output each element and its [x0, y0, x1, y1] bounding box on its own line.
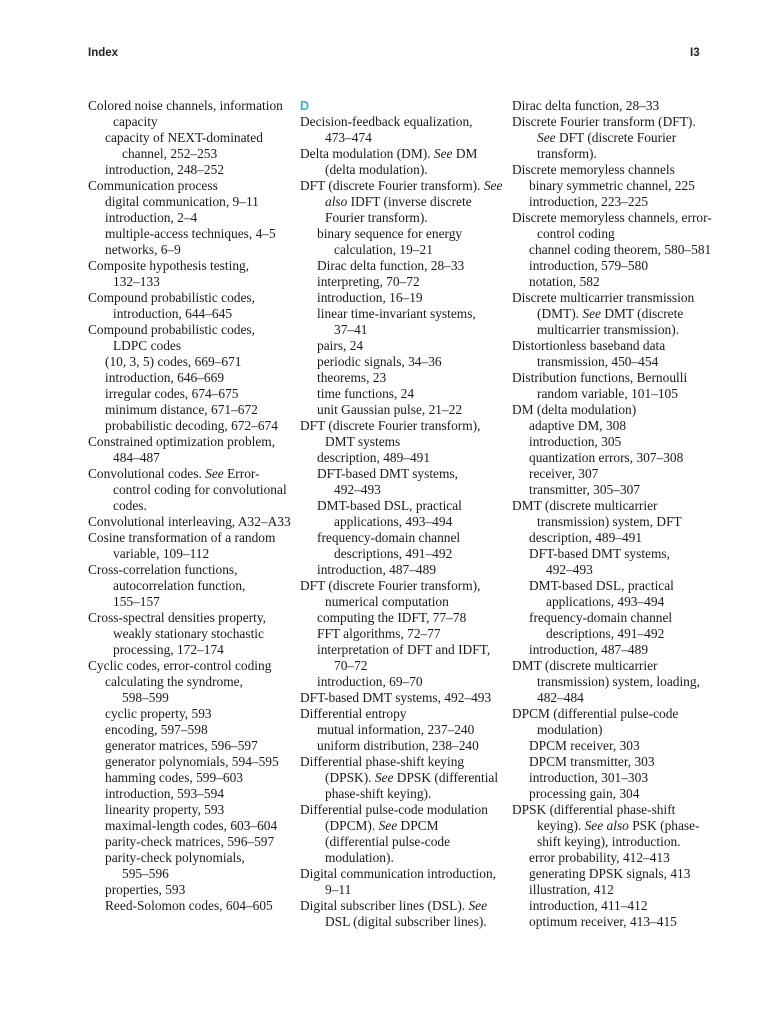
index-subentry: DFT-based DMT systems, — [529, 546, 670, 561]
index-entry-continuation: weakly stationary stochastic — [113, 626, 264, 641]
index-subentry: introduction, 305 — [529, 434, 622, 449]
index-entry-continuation: keying). See also PSK (phase- — [537, 818, 700, 833]
index-entry-continuation: multicarrier transmission). — [537, 322, 680, 337]
cross-reference-label: See — [537, 130, 556, 145]
index-entry-continuation: 132–133 — [113, 274, 160, 289]
index-entry-continuation: (DMT). See DMT (discrete — [537, 306, 684, 321]
index-entry: Digital subscriber lines (DSL). See — [300, 898, 488, 913]
index-subentry: frequency-domain channel — [317, 530, 461, 545]
index-entry-continuation: modulation). — [325, 850, 394, 865]
index-subentry: introduction, 301–303 — [529, 770, 649, 785]
index-entry-continuation: (differential pulse-code — [325, 834, 451, 849]
index-subentry: pairs, 24 — [317, 338, 364, 353]
index-subentry: binary symmetric channel, 225 — [529, 178, 695, 193]
index-subentry: parity-check polynomials, — [105, 850, 245, 865]
index-entry-continuation: transmission) system, DFT — [537, 514, 682, 529]
index-entry-continuation: also IDFT (inverse discrete — [325, 194, 472, 209]
index-subentry: DPCM transmitter, 303 — [529, 754, 655, 769]
index-subentry: optimum receiver, 413–415 — [529, 914, 677, 929]
index-entry: Digital communication introduction, — [300, 866, 496, 881]
index-entry: Differential entropy — [300, 706, 407, 721]
index-entry: Communication process — [88, 178, 218, 193]
index-subentry: transmitter, 305–307 — [529, 482, 641, 497]
index-subentry: DMT-based DSL, practical — [317, 498, 462, 513]
index-entry-continuation: introduction, 644–645 — [113, 306, 233, 321]
index-entry-continuation: modulation) — [537, 722, 603, 737]
index-entry-continuation: descriptions, 491–492 — [334, 546, 453, 561]
index-entry: Convolutional codes. See Error- — [88, 466, 260, 481]
index-entry-continuation: 598–599 — [122, 690, 169, 705]
running-header-title: Index — [88, 47, 119, 59]
index-subentry: time functions, 24 — [317, 386, 415, 401]
index-entry: Cross-spectral densities property, — [88, 610, 267, 625]
index-entry-continuation: 492–493 — [546, 562, 593, 577]
index-subentry: (10, 3, 5) codes, 669–671 — [105, 354, 242, 369]
index-subentry: calculating the syndrome, — [105, 674, 243, 689]
index-subentry: theorems, 23 — [317, 370, 387, 385]
index-subentry: introduction, 411–412 — [529, 898, 648, 913]
index-entry-continuation: 492–493 — [334, 482, 381, 497]
index-entry: Convolutional interleaving, A32–A33 — [88, 514, 291, 529]
index-subentry: hamming codes, 599–603 — [105, 770, 243, 785]
index-entry: Discrete memoryless channels, error- — [512, 210, 712, 225]
index-subentry: introduction, 487–489 — [317, 562, 437, 577]
index-subentry: channel coding theorem, 580–581 — [529, 242, 712, 257]
index-entry-continuation: 155–157 — [113, 594, 160, 609]
index-entry: DMT (discrete multicarrier — [512, 658, 658, 673]
index-subentry: encoding, 597–598 — [105, 722, 208, 737]
index-entry-continuation: transmission) system, loading, — [537, 674, 700, 689]
index-entry-continuation: autocorrelation function, — [113, 578, 246, 593]
index-entry-continuation: (DPSK). See DPSK (differential — [325, 770, 499, 785]
index-entry-continuation: LDPC codes — [113, 338, 182, 353]
cross-reference-label: See — [433, 146, 453, 161]
index-column-3 — [512, 98, 717, 930]
index-entry-continuation: transform). — [537, 146, 597, 161]
index-subentry: networks, 6–9 — [105, 242, 181, 257]
index-entry-continuation: (DPCM). See DPCM — [325, 818, 439, 833]
index-subentry: Reed-Solomon codes, 604–605 — [105, 898, 273, 913]
index-entry-continuation: calculation, 19–21 — [334, 242, 433, 257]
index-entry: Distribution functions, Bernoulli — [512, 370, 688, 385]
index-entry-continuation: applications, 493–494 — [546, 594, 665, 609]
index-subentry: properties, 593 — [105, 882, 186, 897]
index-entry-continuation: See DFT (discrete Fourier — [537, 130, 677, 145]
index-subentry: interpretation of DFT and IDFT, — [317, 642, 491, 657]
index-subentry: maximal-length codes, 603–604 — [105, 818, 278, 833]
index-entry: DFT (discrete Fourier transform), — [300, 578, 481, 593]
index-subentry: multiple-access techniques, 4–5 — [105, 226, 276, 241]
index-entry-continuation: 484–487 — [113, 450, 160, 465]
index-entry: Cross-correlation functions, — [88, 562, 238, 577]
index-subentry: generating DPSK signals, 413 — [529, 866, 691, 881]
index-subentry: processing gain, 304 — [529, 786, 640, 801]
cross-reference-label: See — [468, 898, 488, 913]
index-entry: Composite hypothesis testing, — [88, 258, 250, 273]
index-entry-continuation: processing, 172–174 — [113, 642, 224, 657]
index-entry: DPCM (differential pulse-code — [512, 706, 679, 721]
index-entry-continuation: 70–72 — [334, 658, 368, 673]
index-entry-continuation: DMT systems — [325, 434, 401, 449]
index-column-2 — [300, 98, 505, 930]
index-subentry: linearity property, 593 — [105, 802, 225, 817]
cross-reference-label: See — [582, 306, 601, 321]
index-entry-continuation: control coding — [537, 226, 615, 241]
index-entry-continuation: 473–474 — [325, 130, 372, 145]
index-subentry: uniform distribution, 238–240 — [317, 738, 479, 753]
page-number: I3 — [690, 47, 700, 59]
index-entry-continuation: 595–596 — [122, 866, 169, 881]
cross-reference-label: See — [205, 466, 224, 481]
index-entry: Distortionless baseband data — [512, 338, 666, 353]
index-entry-continuation: channel, 252–253 — [122, 146, 218, 161]
cross-reference-label: See also — [584, 818, 629, 833]
index-entry: Cosine transformation of a random — [88, 530, 276, 545]
index-subentry: DPCM receiver, 303 — [529, 738, 640, 753]
index-subentry: introduction, 16–19 — [317, 290, 423, 305]
index-subentry: frequency-domain channel — [529, 610, 673, 625]
index-entry: Differential phase-shift keying — [300, 754, 465, 769]
index-subentry: DFT-based DMT systems, — [317, 466, 458, 481]
index-subentry: introduction, 248–252 — [105, 162, 225, 177]
index-subentry: receiver, 307 — [529, 466, 599, 481]
cross-reference-label: See — [378, 818, 398, 833]
index-subentry: interpreting, 70–72 — [317, 274, 420, 289]
index-subentry: introduction, 223–225 — [529, 194, 649, 209]
index-subentry: Dirac delta function, 28–33 — [317, 258, 465, 273]
index-entry-continuation: DSL (digital subscriber lines). — [325, 914, 487, 929]
index-subentry: minimum distance, 671–672 — [105, 402, 258, 417]
index-entry-continuation: descriptions, 491–492 — [546, 626, 665, 641]
index-entry-continuation: numerical computation — [325, 594, 449, 609]
index-entry: Discrete multicarrier transmission — [512, 290, 695, 305]
index-subentry: cyclic property, 593 — [105, 706, 212, 721]
index-subentry: generator matrices, 596–597 — [105, 738, 258, 753]
index-entry: DFT-based DMT systems, 492–493 — [300, 690, 492, 705]
index-subentry: illustration, 412 — [529, 882, 614, 897]
index-entry: Decision-feedback equalization, — [300, 114, 473, 129]
index-entry: DPSK (differential phase-shift — [512, 802, 676, 817]
index-entry-continuation: Fourier transform). — [325, 210, 428, 225]
index-entry-continuation: (delta modulation). — [325, 162, 428, 177]
index-entry: DFT (discrete Fourier transform). See — [300, 178, 503, 193]
index-subentry: linear time-invariant systems, — [317, 306, 476, 321]
index-entry: DM (delta modulation) — [512, 402, 637, 417]
index-entry-continuation: codes. — [113, 498, 147, 513]
index-entry: Differential pulse-code modulation — [300, 802, 488, 817]
index-subentry: adaptive DM, 308 — [529, 418, 627, 433]
index-entry-continuation: 37–41 — [334, 322, 368, 337]
index-entry-continuation: random variable, 101–105 — [537, 386, 678, 401]
index-subentry: introduction, 579–580 — [529, 258, 649, 273]
index-subentry: irregular codes, 674–675 — [105, 386, 239, 401]
index-entry: Compound probabilistic codes, — [88, 322, 255, 337]
index-subentry: introduction, 646–669 — [105, 370, 225, 385]
index-subentry: computing the IDFT, 77–78 — [317, 610, 467, 625]
index-entry-continuation: variable, 109–112 — [113, 546, 210, 561]
index-entry-continuation: shift keying), introduction. — [537, 834, 681, 849]
index-entry-continuation: transmission, 450–454 — [537, 354, 659, 369]
index-subentry: binary sequence for energy — [317, 226, 463, 241]
index-entry: Constrained optimization problem, — [88, 434, 276, 449]
cross-reference-label: See — [483, 178, 503, 193]
index-subentry: description, 489–491 — [529, 530, 643, 545]
index-entry: Compound probabilistic codes, — [88, 290, 255, 305]
index-subentry: generator polynomials, 594–595 — [105, 754, 279, 769]
index-entry: DFT (discrete Fourier transform), — [300, 418, 481, 433]
cross-reference-label: See — [374, 770, 394, 785]
index-entry-continuation: applications, 493–494 — [334, 514, 453, 529]
index-subentry: parity-check matrices, 596–597 — [105, 834, 275, 849]
index-entry: Delta modulation (DM). See DM — [300, 146, 478, 161]
index-entry: DMT (discrete multicarrier — [512, 498, 658, 513]
index-entry-continuation: capacity — [113, 114, 158, 129]
index-subentry: error probability, 412–413 — [529, 850, 670, 865]
index-entry-continuation: 9–11 — [325, 882, 352, 897]
index-subentry: notation, 582 — [529, 274, 600, 289]
index-entry-continuation: 482–484 — [537, 690, 584, 705]
index-entry: Discrete memoryless channels — [512, 162, 675, 177]
index-subentry: digital communication, 9–11 — [105, 194, 259, 209]
index-subentry: introduction, 69–70 — [317, 674, 423, 689]
index-subentry: quantization errors, 307–308 — [529, 450, 684, 465]
section-letter: D — [300, 99, 310, 113]
index-subentry: introduction, 593–594 — [105, 786, 225, 801]
index-entry: Colored noise channels, information — [88, 98, 283, 113]
index-entry-continuation: control coding for convolutional — [113, 482, 287, 497]
index-entry: Discrete Fourier transform (DFT). — [512, 114, 696, 129]
index-entry: Dirac delta function, 28–33 — [512, 98, 660, 113]
index-subentry: description, 489–491 — [317, 450, 431, 465]
index-entry-continuation: phase-shift keying). — [325, 786, 432, 801]
index-subentry: probabilistic decoding, 672–674 — [105, 418, 278, 433]
index-subentry: mutual information, 237–240 — [317, 722, 475, 737]
index-subentry: introduction, 487–489 — [529, 642, 649, 657]
index-subentry: unit Gaussian pulse, 21–22 — [317, 402, 463, 417]
index-subentry: FFT algorithms, 72–77 — [317, 626, 441, 641]
index-subentry: capacity of NEXT-dominated — [105, 130, 263, 145]
index-subentry: periodic signals, 34–36 — [317, 354, 442, 369]
index-column-1 — [88, 98, 293, 914]
index-entry: Cyclic codes, error-control coding — [88, 658, 272, 673]
index-subentry: DMT-based DSL, practical — [529, 578, 674, 593]
cross-reference-label: also — [325, 194, 348, 209]
index-subentry: introduction, 2–4 — [105, 210, 198, 225]
